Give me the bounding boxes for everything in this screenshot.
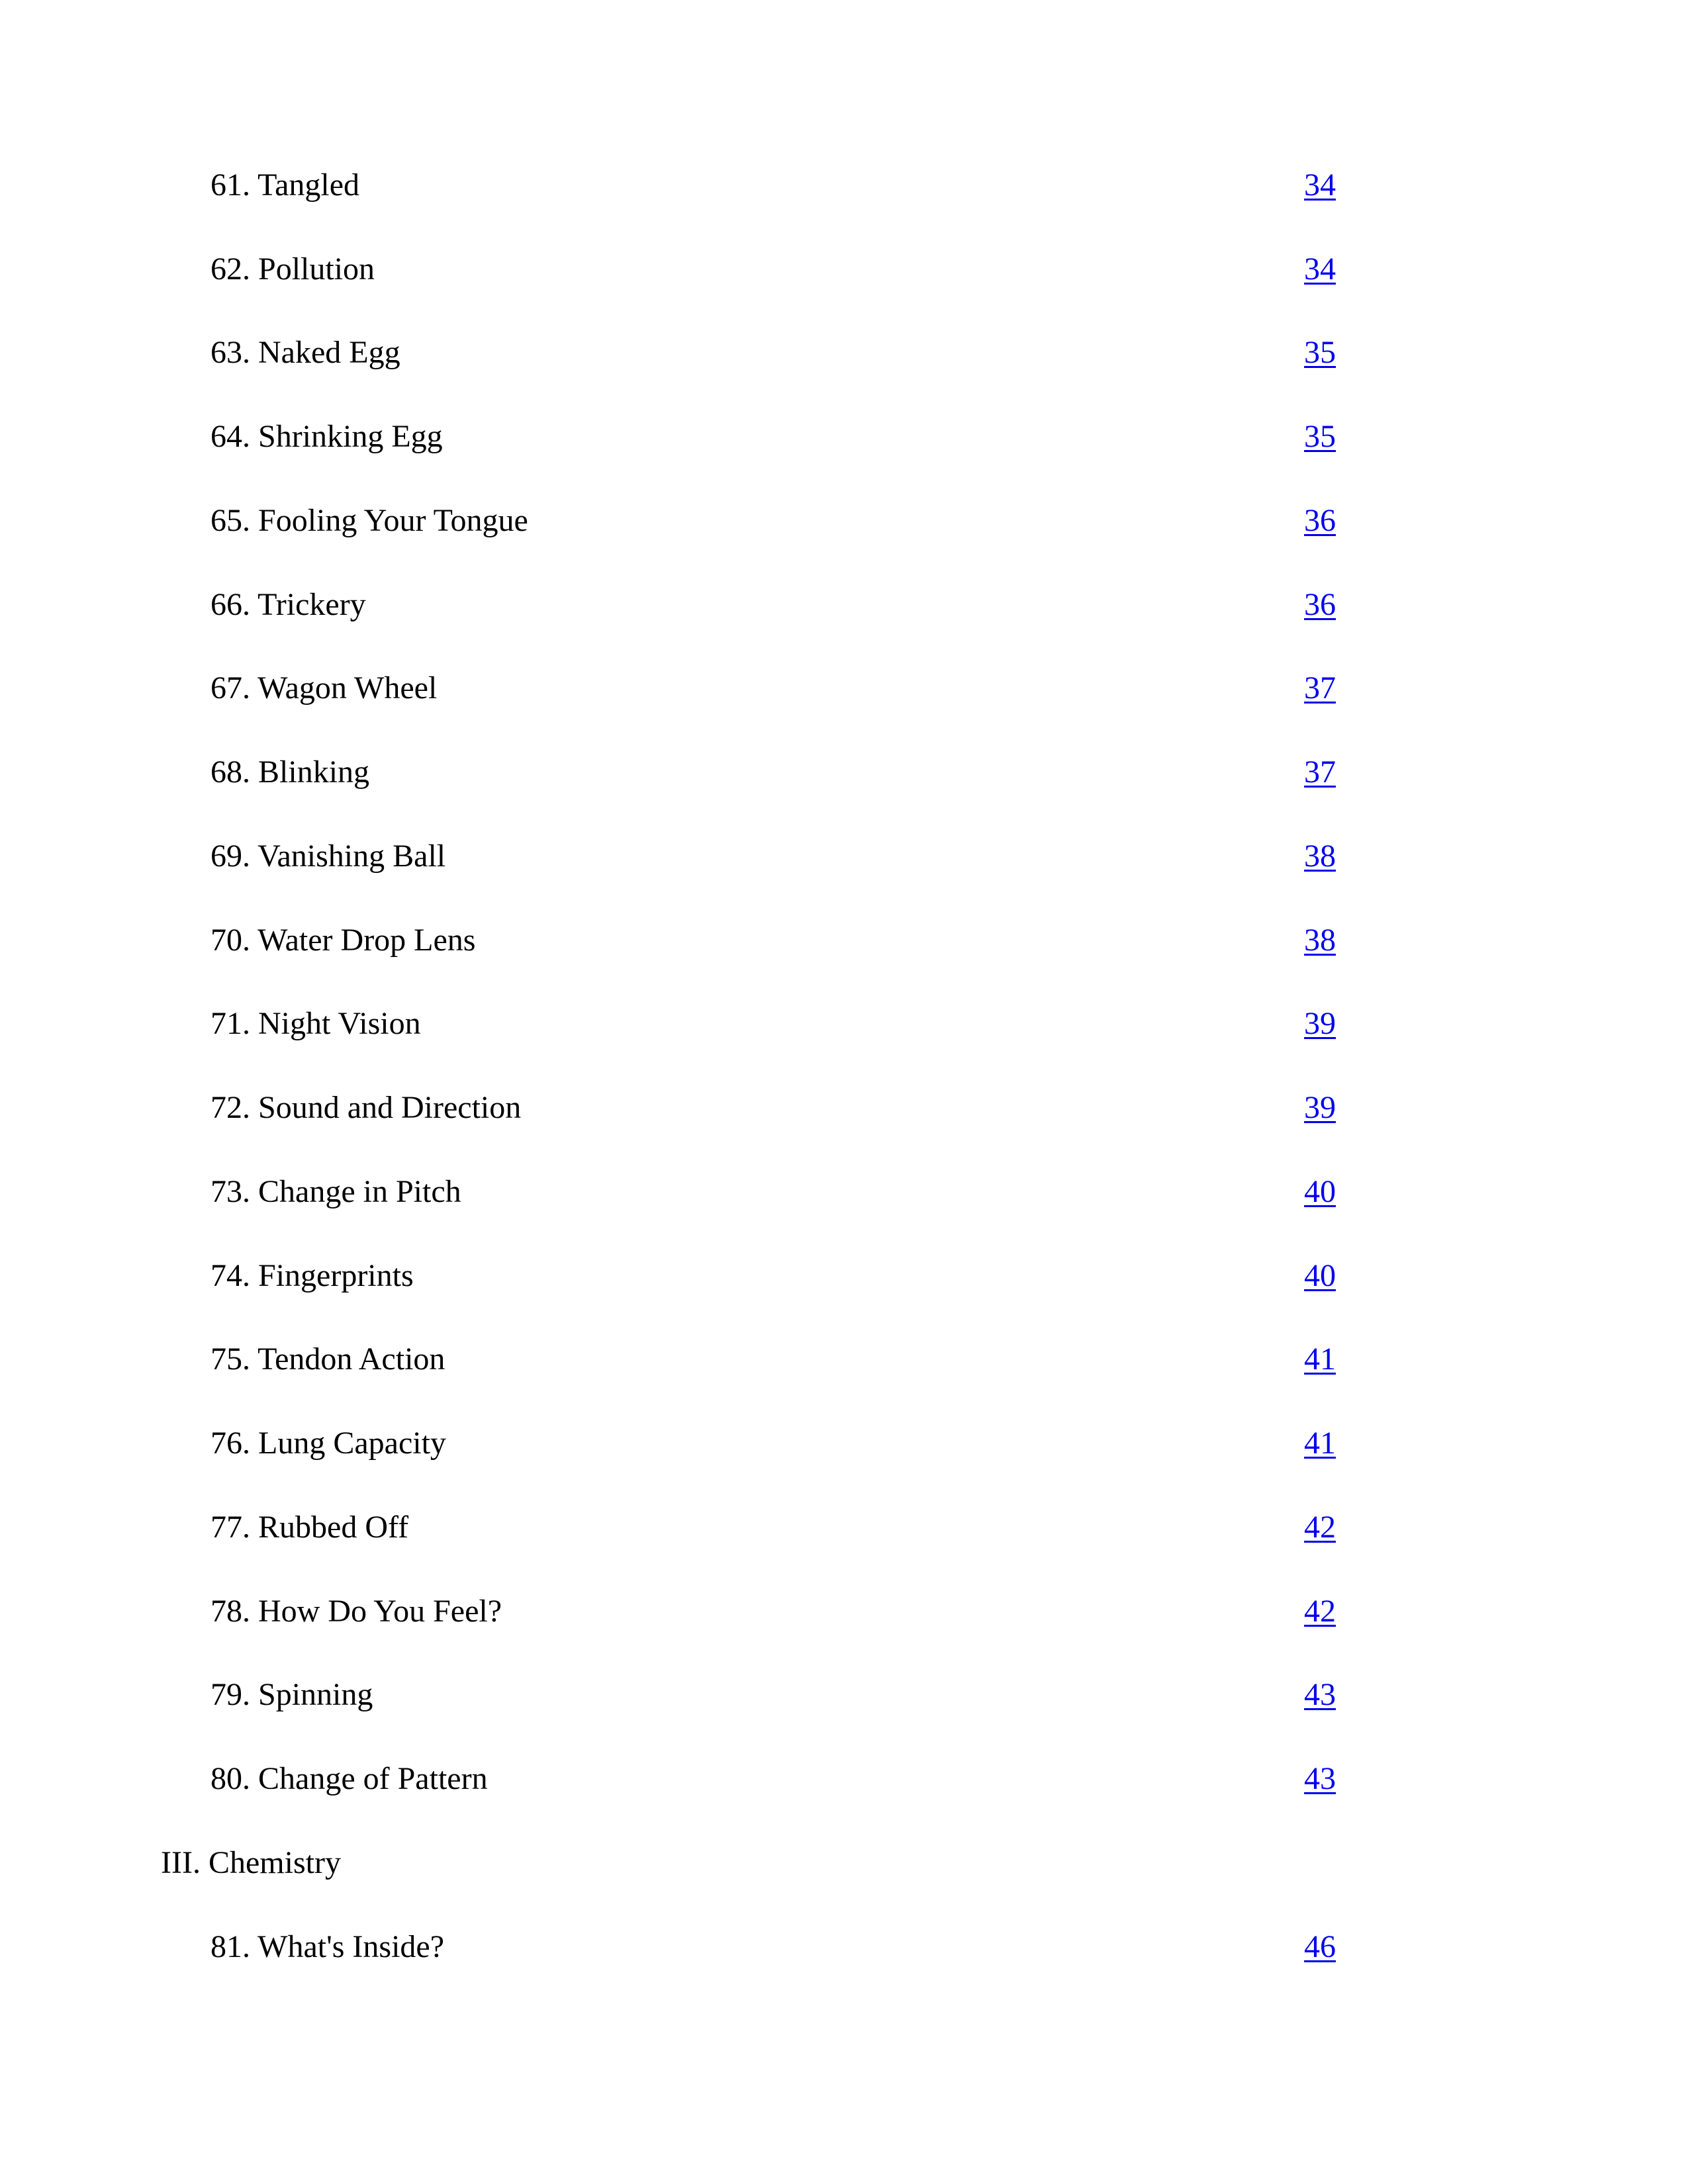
toc-page-link[interactable]: 41 (1304, 1342, 1336, 1377)
toc-page-link[interactable]: 42 (1304, 1510, 1336, 1545)
toc-page-link[interactable]: 43 (1304, 1677, 1336, 1712)
toc-page-link[interactable]: 39 (1304, 1006, 1336, 1041)
toc-entry-title: 77. Rubbed Off (211, 1510, 409, 1545)
toc-entry (0, 417, 1688, 483)
toc-entry (0, 1927, 1688, 1993)
toc-entry-title: 66. Trickery (211, 587, 366, 622)
toc-entry-title: 73. Change in Pitch (211, 1174, 461, 1209)
toc-page-link[interactable]: 41 (1304, 1426, 1336, 1461)
toc-entry-title: 71. Night Vision (211, 1006, 421, 1041)
toc-entry (0, 752, 1688, 819)
toc-entry (0, 1256, 1688, 1322)
toc-page-link[interactable]: 34 (1304, 167, 1336, 203)
toc-entry-title: 62. Pollution (211, 251, 375, 287)
toc-entry-title: 80. Change of Pattern (211, 1761, 488, 1796)
toc-page-link[interactable]: 40 (1304, 1258, 1336, 1293)
toc-page-link[interactable]: 38 (1304, 839, 1336, 874)
toc-entry-title: 61. Tangled (211, 167, 360, 203)
toc-entry-title: 78. How Do You Feel? (211, 1594, 502, 1629)
toc-entry (0, 1759, 1688, 1825)
toc-entry (0, 1340, 1688, 1406)
toc-entry (0, 1592, 1688, 1658)
toc-entry (0, 1172, 1688, 1238)
toc-page-link[interactable]: 42 (1304, 1594, 1336, 1629)
toc-page-link[interactable]: 43 (1304, 1761, 1336, 1796)
section-heading: III. Chemistry (161, 1845, 341, 1880)
toc-entry-title: 81. What's Inside? (211, 1929, 445, 1964)
toc-entry (0, 250, 1688, 316)
toc-page-link[interactable]: 34 (1304, 251, 1336, 287)
toc-page-link[interactable]: 46 (1304, 1929, 1336, 1964)
toc-entry (0, 668, 1688, 735)
toc-entry (0, 837, 1688, 903)
toc-entry-title: 68. Blinking (211, 754, 370, 790)
toc-page-link[interactable]: 37 (1304, 670, 1336, 705)
toc-page-link[interactable]: 37 (1304, 754, 1336, 790)
toc-entry-title: 74. Fingerprints (211, 1258, 414, 1293)
toc-page-link[interactable]: 39 (1304, 1090, 1336, 1125)
toc-entry-title: 63. Naked Egg (211, 335, 400, 370)
toc-page-link[interactable]: 40 (1304, 1174, 1336, 1209)
toc-entry-title: 75. Tendon Action (211, 1342, 445, 1377)
toc-entry-title: 67. Wagon Wheel (211, 670, 438, 705)
toc-page-link[interactable]: 36 (1304, 587, 1336, 622)
toc-entry (0, 1424, 1688, 1490)
toc-page-link[interactable]: 35 (1304, 419, 1336, 454)
toc-page-link[interactable]: 36 (1304, 503, 1336, 538)
toc-page-link[interactable]: 38 (1304, 923, 1336, 958)
toc-entry-title: 64. Shrinking Egg (211, 419, 443, 454)
toc-entry-title: 76. Lung Capacity (211, 1426, 446, 1461)
toc-entry-title: 72. Sound and Direction (211, 1090, 522, 1125)
toc-entry (0, 1088, 1688, 1154)
toc-entry-title: 70. Water Drop Lens (211, 923, 476, 958)
toc-page-link[interactable]: 35 (1304, 335, 1336, 370)
toc-entry (0, 165, 1688, 232)
toc-entry-title: 79. Spinning (211, 1677, 373, 1712)
toc-entry (0, 333, 1688, 399)
toc-entry (0, 585, 1688, 651)
toc-entry-title: 69. Vanishing Ball (211, 839, 446, 874)
toc-entry (0, 1004, 1688, 1070)
toc-entry (0, 501, 1688, 567)
toc-entry (0, 1508, 1688, 1574)
toc-entry (0, 921, 1688, 987)
toc-entry (0, 1675, 1688, 1741)
toc-entry-title: 65. Fooling Your Tongue (211, 503, 528, 538)
